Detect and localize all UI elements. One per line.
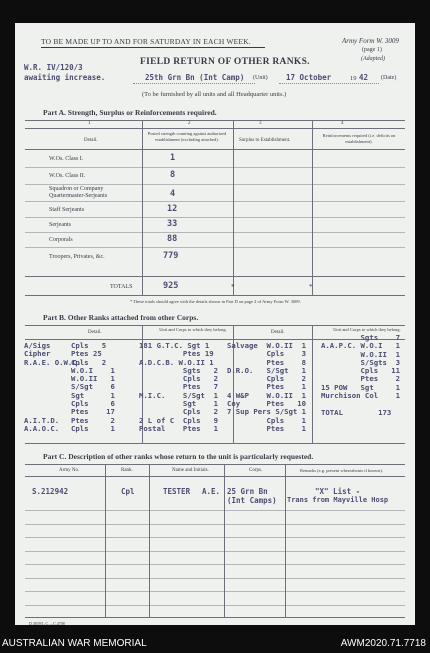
form-title: FIELD RETURN OF OTHER RANKS. — [140, 57, 310, 67]
unit-dotted-line — [133, 83, 255, 84]
part-c-row-line — [25, 564, 405, 565]
part-b-entry: Cpls 2 — [71, 357, 107, 367]
part-a-top-line — [25, 120, 405, 121]
year-prefix: 19 — [350, 75, 357, 82]
part-a-number-line — [25, 128, 405, 129]
instruction-text: TO BE MADE UP TO AND FOR SATURDAY IN EACH WEEK. — [41, 37, 251, 46]
part-b-entry: Ptes 2 — [71, 415, 115, 425]
part-a-footnote: * These totals should agree with the details shown in Part D on page 2 of Army Form W. 3009. — [130, 299, 301, 304]
footer-accession-number: AWM2020.71.7718 — [340, 638, 426, 649]
part-b-entry: A/Sigs — [24, 341, 51, 350]
part-b-entry: Cpls 1 — [71, 423, 115, 433]
part-b-entry: A.D.C.B. W.O.II 1 — [139, 357, 214, 367]
part-a-total-mark: * — [309, 283, 313, 291]
part-c-rank: Cpl — [121, 487, 135, 496]
part-b-entry: 7 Sup Pers S/Sgt 1 — [227, 407, 307, 417]
part-b-entry: 15 POW Sgt 1 — [321, 382, 401, 392]
part-b-entry: Sgts 2 — [139, 365, 219, 375]
part-c-row-line — [25, 524, 405, 525]
part-a-row-value: 33 — [167, 219, 178, 229]
part-a-row-label: Corporals — [49, 237, 73, 243]
part-a-row-label: Serjeants — [49, 222, 71, 228]
part-a-header-reinforcements: Reinforcements required (i.e. deficits on establishment). — [322, 133, 396, 144]
part-b-entry: M.I.C. S/Sgt 1 — [139, 390, 219, 400]
part-b-entry: Ptes 8 — [227, 357, 307, 367]
part-c-header-army-no: Army No. — [59, 468, 80, 473]
part-b-entry: Cpls 5 — [71, 341, 107, 350]
part-b-header-detail: Detail. — [271, 330, 285, 335]
part-c-initials: A.E. — [202, 487, 221, 496]
part-b-top-line — [25, 325, 405, 326]
part-b-entry: 2 L of C Cpls 9 — [139, 415, 219, 425]
part-c-row-line — [25, 605, 405, 606]
part-a-row-label: Staff Serjeants — [49, 207, 85, 213]
part-a-header-surplus: Surplus to Establishment. — [239, 138, 291, 143]
part-b-entry: TOTAL 173 — [321, 407, 392, 417]
part-b-entry: Ptes 7 — [139, 382, 219, 392]
form-page — [15, 23, 415, 625]
part-b-entry: Coy Ptes 10 — [227, 399, 307, 409]
part-b-entry: Murchison Col 1 — [321, 391, 401, 401]
part-c-col-divider — [149, 464, 150, 617]
part-b-entry: 181 G.T.C. Sgt 1 — [139, 341, 210, 350]
part-a-title: Part A. Strength, Surplus or Reinforcements required. — [43, 108, 217, 117]
part-c-row-line — [25, 578, 405, 579]
part-b-entry: Cpls 6 — [71, 399, 115, 409]
part-c-row-line — [25, 591, 405, 592]
part-b-entry: Sgts 7 — [321, 333, 401, 342]
form-subtitle: (To be furnished by all units and all Headquarter units.) — [142, 91, 287, 98]
part-c-header-rank: Rank. — [121, 468, 133, 473]
part-c-header-name: Name and Initials. — [172, 468, 209, 473]
part-b-entry: Sgt 1 — [71, 390, 115, 400]
part-b-header-unit: Unit and Corps to which they belong. — [159, 327, 227, 332]
part-c-army-no: S.212942 — [32, 487, 69, 496]
part-c-top-line — [25, 464, 405, 465]
date-label: (Date) — [381, 75, 397, 81]
part-a-row-value: 12 — [167, 204, 178, 214]
part-a-row-label: Troopers, Privates, &c. — [49, 254, 105, 260]
part-c-col-divider — [105, 464, 106, 617]
part-a-row-label: Squadron or Company Quartermaster-Serjeants — [49, 186, 108, 199]
part-b-ranks-column — [71, 342, 115, 433]
part-a-row-value: 4 — [170, 189, 176, 199]
part-b-entry: W.O.II 1 — [321, 349, 401, 359]
part-b-entry: Ptes 2 — [321, 374, 401, 384]
part-a-row-line — [25, 167, 405, 168]
part-b-entry: Salvage W.O.II 1 — [227, 341, 307, 350]
part-b-entry: R.A.E. O.W.C. — [24, 357, 82, 367]
part-c-title: Part C. Description of other ranks whose return to the unit is particularly requested. — [43, 452, 314, 461]
part-b-entry: D.R.O. S/Sgt 1 — [227, 365, 307, 375]
part-c-bottom-line — [25, 617, 405, 618]
part-c-header-remarks: Remarks (e.g. present whereabouts if known). — [300, 468, 383, 473]
part-c-remarks-line1: "X" List - — [315, 487, 361, 496]
unit-value: 25th Grn Bn (Int Camp) — [145, 73, 245, 82]
part-a-col-divider — [142, 120, 143, 295]
part-b-entry: A.I.T.D. — [24, 415, 60, 425]
part-c-header-line — [25, 476, 405, 477]
part-a-col-divider — [233, 120, 234, 295]
part-b-entry: W.O.II 1 — [71, 374, 115, 384]
part-a-row-value: 88 — [167, 234, 178, 244]
part-a-row-line — [25, 201, 405, 202]
date-value: 17 October — [286, 73, 332, 82]
part-a-totals-label: TOTALS — [110, 284, 133, 290]
part-a-row-value: 1 — [170, 153, 176, 163]
part-b-entry: Ptes 25 — [71, 349, 102, 359]
part-a-row-value: 8 — [170, 170, 176, 180]
part-b-entry: Ptes 17 — [71, 407, 115, 417]
part-c-row-line — [25, 510, 405, 511]
part-b-entry: Cpls 2 — [139, 407, 219, 417]
part-b-header-unit: Unit and Corps to which they belong. — [333, 327, 401, 332]
part-c-row-line — [25, 537, 405, 538]
part-a-row-label: W.Os. Class II. — [49, 173, 86, 179]
part-b-entry: A.A.P.C. W.O.I 1 — [321, 341, 401, 351]
part-a-row-line — [25, 184, 405, 185]
part-b-header-detail: Detail. — [88, 330, 102, 335]
part-b-column-3 — [139, 342, 218, 433]
footer-archive-name: AUSTRALIAN WAR MEMORIAL — [2, 638, 147, 649]
part-c-col-divider — [285, 464, 286, 617]
part-b-entry: Ptes 1 — [227, 382, 307, 392]
part-a-bottom-line — [25, 295, 405, 296]
part-a-col-number: 2 — [188, 121, 191, 126]
part-a-header-detail: Detail. — [84, 138, 98, 143]
part-b-entry: S/Sgts 3 — [321, 357, 401, 367]
part-b-entry: Cpls 2 — [139, 374, 219, 384]
year-value: 42 — [359, 73, 369, 82]
part-a-header-line — [25, 149, 405, 150]
part-a-row-line — [25, 276, 405, 277]
form-reference: Army Form W. 3009 — [342, 37, 399, 45]
part-c-name: TESTER — [163, 487, 191, 496]
unit-label: (Unit) — [253, 75, 268, 81]
form-adapted: (Adapted) — [361, 56, 385, 62]
part-a-row-line — [25, 247, 405, 248]
part-b-entry: W.O.I 1 — [71, 365, 115, 375]
part-c-corps-line2: (Int Camps) — [227, 496, 277, 505]
print-reference: D.3839/L.C.—C.4708 — [29, 621, 65, 626]
part-a-row-line — [25, 217, 405, 218]
part-b-entry: Ptes 19 — [139, 349, 214, 359]
part-b-entry: 4 W&P W.O.II 1 — [227, 390, 307, 400]
part-b-entry: Cpls 2 — [227, 374, 307, 384]
part-a-row-line — [25, 232, 405, 233]
reference-line-2: awaiting increase. — [24, 73, 106, 82]
date-dotted-line — [279, 83, 379, 84]
part-b-entry: Ptes 1 — [227, 423, 307, 433]
part-a-row-value: 779 — [163, 251, 179, 261]
part-b-column-4 — [227, 342, 306, 433]
part-c-row-line — [25, 551, 405, 552]
part-a-col-number: 3 — [259, 121, 262, 126]
part-a-total-mark: * — [231, 283, 235, 291]
part-b-entry: Cpls 11 — [321, 366, 401, 376]
part-b-entry: A.A.O.C. — [24, 423, 60, 433]
part-b-col-divider — [312, 325, 313, 443]
part-a-col-divider — [312, 120, 313, 295]
part-a-col-number: 1 — [88, 121, 91, 126]
reference-line-1: W.R. IV/120/3 — [24, 63, 83, 72]
part-b-entry: Cpls 3 — [227, 349, 307, 359]
part-a-col-number: 4 — [341, 121, 344, 126]
instruction-underline — [41, 47, 265, 48]
part-a-row-label: W.Os. Class I. — [49, 156, 84, 162]
part-c-remarks-line2: Trans from Mayville Hosp — [287, 496, 389, 504]
part-a-header-posted: Posted strength counting against authorized establishment (excluding attached). — [147, 131, 227, 142]
part-b-column-5 — [321, 334, 400, 417]
part-a-total-value: 925 — [163, 281, 179, 291]
part-b-entry: Sgt 1 — [139, 399, 219, 409]
part-b-bottom-line — [25, 443, 405, 444]
part-b-entry: S/Sgt 6 — [71, 382, 115, 392]
part-b-entry: Cipher — [24, 349, 51, 359]
part-b-entry: Postal Ptes 1 — [139, 423, 219, 433]
part-c-header-corps: Corps. — [249, 468, 263, 473]
part-c-col-divider — [224, 464, 225, 617]
part-c-corps-line1: 25 Grn Bn — [227, 487, 268, 496]
page-reference: (page 1) — [362, 47, 382, 53]
part-b-title: Part B. Other Ranks attached from other Corps. — [43, 313, 199, 322]
part-b-entry: Cpls 1 — [227, 415, 307, 425]
